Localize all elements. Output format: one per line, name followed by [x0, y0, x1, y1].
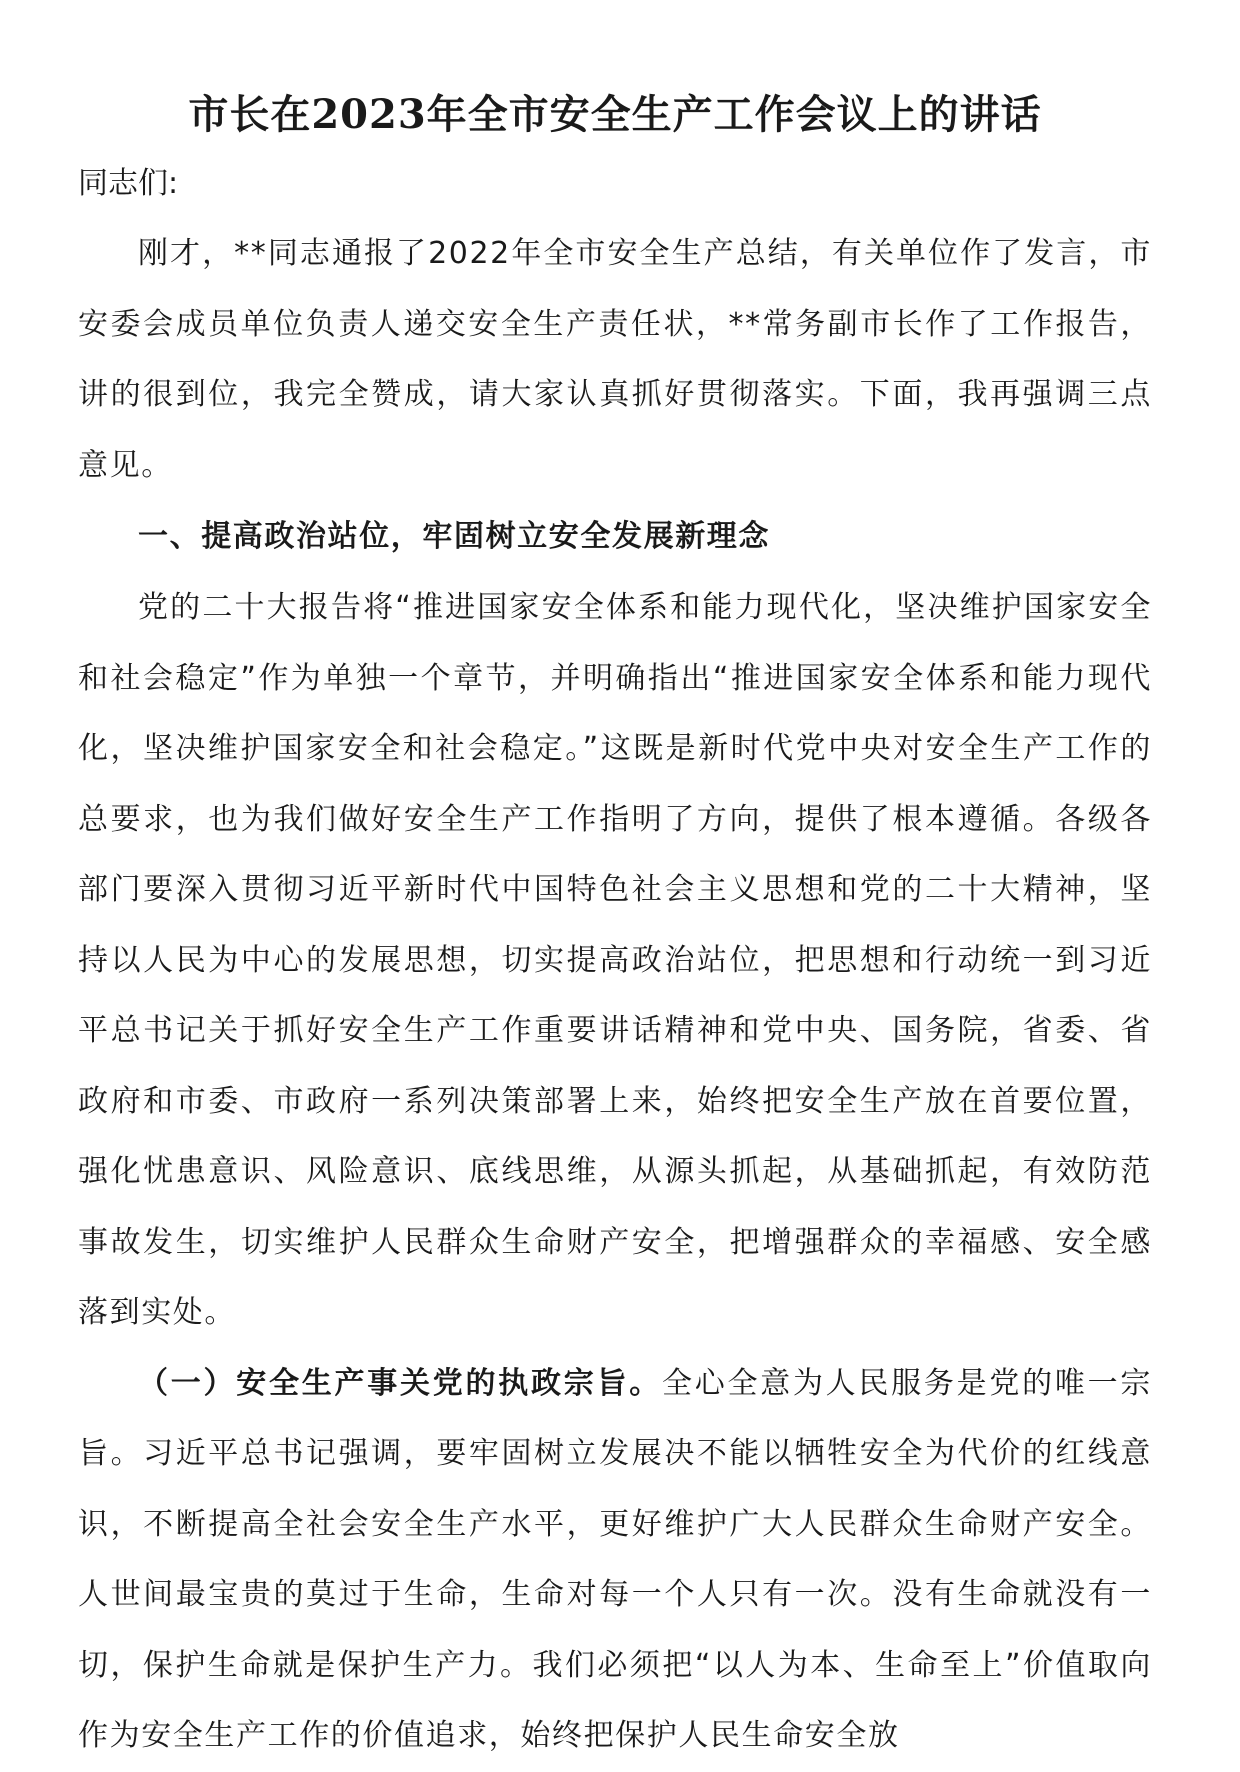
intro-paragraph: 刚才，**同志通报了2022年全市安全生产总结，有关单位作了发言，市安委会成员单位负责人递交安全生产责任状，**常务副市长作了工作报告，讲的很到位，我完全赞成，请大家认真抓好贯彻落实。下面，我再强调三点意见。 — [78, 236, 1152, 483]
section-1-paragraph: 党的二十大报告将“推进国家安全体系和能力现代化，坚决维护国家安全和社会稳定”作为单独一个章节，并明确指出“推进国家安全体系和能力现代化，坚决维护国家安全和社会稳定。”这既是新时代党中央对安全生产工作的总要求，也为我们做好安全生产工作指明了方向，提供了根本遵循。各级各部门要深入贯彻习近平新时代中国特色社会主义思想和党的二十大精神，坚持以人民为中心的发展思想，切实提高政治站位，把思想和行动统一到习近平总书记关于抓好安全生产工作重要讲话精神和党中央、国务院，省委、省政府和市委、市政府一系列决策部署上来，始终把安全生产放在首要位置，强化忧患意识、风险意识、底线思维，从源头抓起，从基础抓起，有效防范事故发生，切实维护人民群众生命财产安全，把增强群众的幸福感、安全感落到实处。 — [78, 590, 1152, 1330]
subsection-1-body: 全心全意为人民服务是党的唯一宗旨。习近平总书记强调，要牢固树立发展决不能以牺牲安全为代价的红线意识，不断提高全社会安全生产水平，更好维护广大人民群众生命财产安全。人世间最宝贵的莫过于生命，生命对每一个人只有一次。没有生命就没有一切，保护生命就是保护生产力。我们必须把“以人为本、生命至上”价值取向作为安全生产工作的价值追求，始终把保护人民生命安全放 — [78, 1365, 1153, 1753]
document-page — [78, 78, 1152, 1772]
salutation: 同志们: — [78, 166, 179, 201]
section-1-heading: 一、提高政治站位，牢固树立安全发展新理念 — [138, 519, 770, 554]
subsection-1-lead: （一）安全生产事关党的执政宗旨。 — [138, 1365, 662, 1401]
document-title: 市长在2023年全市安全生产工作会议上的讲话 — [188, 91, 1042, 138]
subsection-1-paragraph — [78, 1349, 1152, 1772]
